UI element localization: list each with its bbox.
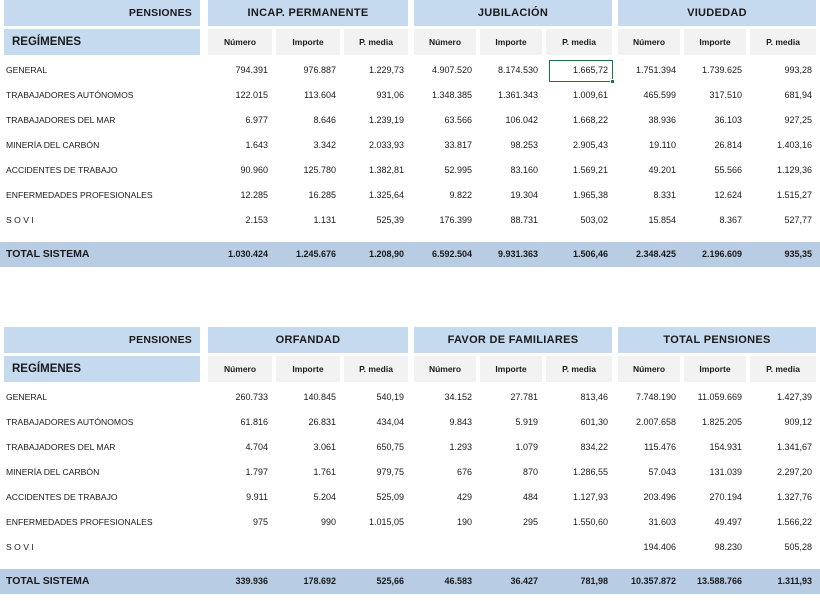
table1-column-header-row	[0, 29, 820, 55]
table-row[interactable]	[0, 485, 820, 510]
table1-group-2-label: VIUDEDAD	[687, 7, 747, 19]
table-row[interactable]	[0, 208, 820, 233]
table2-body	[0, 385, 820, 560]
row-label: ENFERMEDADES PROFESIONALES	[6, 517, 153, 527]
table2-col-0-pmedia	[344, 356, 408, 382]
table1-group-header-row	[0, 0, 820, 26]
data-cell[interactable]: 98.253	[510, 140, 538, 150]
data-cell[interactable]: 57.043	[648, 467, 676, 477]
table1-group-0	[208, 0, 408, 26]
data-cell[interactable]: 2.297,20	[776, 467, 812, 477]
col-label: P. media	[359, 364, 393, 374]
data-cell[interactable]: 931,06	[376, 90, 404, 100]
data-cell[interactable]: 465.599	[643, 90, 676, 100]
data-cell[interactable]: 19.110	[649, 140, 676, 150]
table2-col-2-importe	[684, 356, 746, 382]
pensions-table-1	[0, 0, 820, 260]
data-cell[interactable]: 1.129,36	[776, 165, 812, 175]
row-label: TRABAJADORES DEL MAR	[6, 442, 116, 452]
data-cell[interactable]: 484	[522, 492, 538, 502]
table2-pensiones-caption	[4, 327, 200, 353]
data-cell[interactable]: 503,02	[580, 215, 608, 225]
data-cell[interactable]: 63.566	[444, 115, 472, 125]
data-cell[interactable]: 1.751.394	[635, 65, 676, 75]
table2-col-1-pmedia	[546, 356, 612, 382]
row-label: GENERAL	[6, 65, 48, 75]
table-row[interactable]	[0, 510, 820, 535]
total-cell[interactable]: 36.427	[510, 576, 538, 586]
total-cell[interactable]: 178.692	[303, 576, 336, 586]
table-row[interactable]	[0, 385, 820, 410]
table-row[interactable]	[0, 410, 820, 435]
row-label: S O V I	[6, 215, 34, 225]
data-cell[interactable]: 7.748.190	[635, 392, 676, 402]
total-cell[interactable]: 6.592.504	[431, 249, 472, 259]
table1-group-2	[618, 0, 816, 26]
data-cell[interactable]: 90.960	[240, 165, 268, 175]
data-cell[interactable]: 993,28	[784, 65, 812, 75]
data-cell[interactable]: 49.497	[714, 517, 742, 527]
data-cell[interactable]: 1.665,72	[572, 65, 608, 75]
data-cell[interactable]: 1.739.625	[701, 65, 742, 75]
table1-regimenes-caption	[4, 29, 200, 55]
table2-group-2-label: TOTAL PENSIONES	[663, 334, 771, 346]
data-cell[interactable]: 140.845	[303, 392, 336, 402]
col-label: Importe	[292, 37, 324, 47]
data-cell[interactable]: 5.204	[313, 492, 336, 502]
data-cell[interactable]: 1.348.385	[431, 90, 472, 100]
col-label: Importe	[699, 37, 731, 47]
table1-regimenes-label: REGÍMENES	[12, 36, 82, 48]
data-cell[interactable]: 1.965,38	[572, 190, 608, 200]
row-label: S O V I	[6, 542, 34, 552]
data-cell[interactable]: 113.604	[304, 90, 336, 100]
total-cell[interactable]: 339.936	[235, 576, 268, 586]
row-label: ENFERMEDADES PROFESIONALES	[6, 190, 153, 200]
total-cell[interactable]: 13.588.766	[696, 576, 742, 586]
table2-col-2-numero	[618, 356, 680, 382]
data-cell[interactable]: 990	[320, 517, 336, 527]
data-cell[interactable]: 909,12	[784, 417, 812, 427]
data-cell[interactable]: 19.304	[510, 190, 538, 200]
table1-col-0-importe	[276, 29, 340, 55]
data-cell[interactable]: 975	[252, 517, 268, 527]
data-cell[interactable]: 1.327,76	[776, 492, 812, 502]
data-cell[interactable]: 8.646	[313, 115, 336, 125]
data-cell[interactable]: 9.911	[246, 492, 268, 502]
table2-group-0-label: ORFANDAD	[275, 334, 341, 346]
data-cell[interactable]: 976.887	[303, 65, 336, 75]
data-cell[interactable]: 33.817	[444, 140, 472, 150]
data-cell[interactable]: 11.059.669	[697, 392, 742, 402]
table2-col-1-numero	[414, 356, 476, 382]
data-cell[interactable]: 15.854	[648, 215, 676, 225]
total-cell[interactable]: 1.245.676	[295, 249, 336, 259]
total-cell[interactable]: 9.931.363	[497, 249, 538, 259]
data-cell[interactable]: 36.103	[714, 115, 742, 125]
table-row[interactable]	[0, 108, 820, 133]
table2-col-0-numero	[208, 356, 272, 382]
data-cell[interactable]: 115.476	[644, 442, 676, 452]
table-row[interactable]	[0, 83, 820, 108]
data-cell[interactable]: 1.127,93	[572, 492, 608, 502]
data-cell[interactable]: 295	[522, 517, 538, 527]
table-row[interactable]	[0, 435, 820, 460]
data-cell[interactable]: 1.515,27	[776, 190, 812, 200]
table2-group-1-label: FAVOR DE FAMILIARES	[447, 334, 579, 346]
total-cell[interactable]: 1.030.424	[227, 249, 268, 259]
data-cell[interactable]: 1.293	[449, 442, 472, 452]
table2-group-1	[414, 327, 612, 353]
data-cell[interactable]: 270.194	[709, 492, 742, 502]
table2-group-0	[208, 327, 408, 353]
data-cell[interactable]: 979,75	[376, 467, 404, 477]
data-cell[interactable]: 106.042	[505, 115, 538, 125]
total-cell[interactable]: 10.357.872	[630, 576, 676, 586]
table1-col-1-importe	[480, 29, 542, 55]
data-cell[interactable]: 676	[456, 467, 472, 477]
total-row-label: TOTAL SISTEMA	[6, 248, 90, 260]
data-cell[interactable]: 34.152	[444, 392, 472, 402]
data-cell[interactable]: 1.009,61	[572, 90, 608, 100]
table-row[interactable]	[0, 535, 820, 560]
data-cell[interactable]: 12.285	[240, 190, 268, 200]
row-label: TRABAJADORES AUTÓNOMOS	[6, 417, 134, 427]
data-cell[interactable]: 1.079	[515, 442, 538, 452]
data-cell[interactable]: 1.325,64	[368, 190, 404, 200]
table2-regimenes-label: REGÍMENES	[12, 363, 82, 375]
data-cell[interactable]: 190	[456, 517, 472, 527]
table1-group-1	[414, 0, 612, 26]
table1-group-0-label: INCAP. PERMANENTE	[247, 7, 369, 19]
data-cell[interactable]: 27.781	[510, 392, 538, 402]
row-label: MINERÍA DEL CARBÓN	[6, 140, 100, 150]
table1-col-1-pmedia	[546, 29, 612, 55]
table2-group-header-row	[0, 327, 820, 353]
data-cell[interactable]: 52.995	[444, 165, 472, 175]
data-cell[interactable]: 429	[456, 492, 472, 502]
data-cell[interactable]: 83.160	[510, 165, 538, 175]
pensions-table-2	[0, 327, 820, 587]
total-cell[interactable]: 935,35	[784, 249, 812, 259]
data-cell[interactable]: 4.907.520	[431, 65, 472, 75]
data-cell[interactable]: 5.919	[515, 417, 538, 427]
col-label: P. media	[766, 37, 800, 47]
data-cell[interactable]: 49.201	[648, 165, 676, 175]
total-cell[interactable]: 781,98	[580, 576, 608, 586]
data-cell[interactable]: 8.331	[653, 190, 676, 200]
col-label: Número	[223, 364, 257, 374]
data-cell[interactable]: 1.566,22	[776, 517, 812, 527]
col-label: P. media	[359, 37, 393, 47]
data-cell[interactable]: 8.174.530	[497, 65, 538, 75]
data-cell[interactable]: 813,46	[580, 392, 608, 402]
data-cell[interactable]: 260.733	[235, 392, 268, 402]
table1-col-2-importe	[684, 29, 746, 55]
table1-col-0-pmedia	[344, 29, 408, 55]
col-label: P. media	[766, 364, 800, 374]
data-cell[interactable]: 1.015,05	[368, 517, 404, 527]
total-cell[interactable]: 1.311,93	[777, 576, 812, 586]
col-label: Número	[632, 364, 666, 374]
data-cell[interactable]: 4.704	[245, 442, 268, 452]
col-label: Importe	[292, 364, 324, 374]
data-cell[interactable]: 154.931	[709, 442, 742, 452]
data-cell[interactable]: 2.007.658	[635, 417, 676, 427]
data-cell[interactable]: 6.977	[245, 115, 268, 125]
table1-pensiones-label: PENSIONES	[128, 7, 192, 19]
col-label: P. media	[562, 37, 596, 47]
table2-col-1-importe	[480, 356, 542, 382]
data-cell[interactable]: 31.603	[648, 517, 676, 527]
data-cell[interactable]: 203.496	[643, 492, 676, 502]
table1-pensiones-caption	[4, 0, 200, 26]
data-cell[interactable]: 1.239,19	[368, 115, 404, 125]
table2-col-0-importe	[276, 356, 340, 382]
table1-col-0-numero	[208, 29, 272, 55]
row-label: ACCIDENTES DE TRABAJO	[6, 492, 118, 502]
data-cell[interactable]: 131.039	[709, 467, 742, 477]
data-cell[interactable]: 1.403,16	[776, 140, 812, 150]
table2-column-header-row	[0, 356, 820, 382]
total-cell[interactable]: 2.348.425	[635, 249, 676, 259]
total-cell[interactable]: 525,66	[376, 576, 404, 586]
data-cell[interactable]: 2.153	[245, 215, 268, 225]
table2-col-2-pmedia	[750, 356, 816, 382]
data-cell[interactable]: 1.341,67	[776, 442, 812, 452]
table2-total-row	[0, 569, 820, 594]
table-row[interactable]	[0, 58, 820, 83]
data-cell[interactable]: 125.780	[303, 165, 336, 175]
table-row[interactable]	[0, 158, 820, 183]
col-label: Importe	[699, 364, 731, 374]
table2-pensiones-label: PENSIONES	[128, 334, 192, 346]
data-cell[interactable]: 1.286,55	[572, 467, 608, 477]
col-label: Importe	[495, 364, 527, 374]
data-cell[interactable]: 176.399	[439, 215, 472, 225]
data-cell[interactable]: 870	[522, 467, 538, 477]
data-cell[interactable]: 38.936	[648, 115, 676, 125]
data-cell[interactable]: 12.624	[714, 190, 742, 200]
data-cell[interactable]: 16.285	[308, 190, 336, 200]
data-cell[interactable]: 1.668,22	[572, 115, 608, 125]
data-cell[interactable]: 525,39	[376, 215, 404, 225]
data-cell[interactable]: 681,94	[784, 90, 812, 100]
data-cell[interactable]: 834,22	[580, 442, 608, 452]
total-row-label: TOTAL SISTEMA	[6, 575, 90, 587]
data-cell[interactable]: 26.814	[714, 140, 742, 150]
table2-regimenes-caption	[4, 356, 200, 382]
col-label: Número	[428, 37, 462, 47]
col-label: P. media	[562, 364, 596, 374]
data-cell[interactable]: 1.797	[245, 467, 268, 477]
table1-body	[0, 58, 820, 233]
data-cell[interactable]: 9.843	[449, 417, 472, 427]
data-cell[interactable]: 1.131	[313, 215, 336, 225]
data-cell[interactable]: 1.569,21	[572, 165, 608, 175]
row-label: MINERÍA DEL CARBÓN	[6, 467, 100, 477]
row-label: GENERAL	[6, 392, 48, 402]
data-cell[interactable]: 525,09	[376, 492, 404, 502]
table1-col-2-pmedia	[750, 29, 816, 55]
data-cell[interactable]: 122.015	[235, 90, 268, 100]
total-cell[interactable]: 1.506,46	[572, 249, 608, 259]
data-cell[interactable]: 55.566	[714, 165, 742, 175]
table-row[interactable]	[0, 133, 820, 158]
data-cell[interactable]: 1.825.205	[701, 417, 742, 427]
data-cell[interactable]: 3.061	[313, 442, 336, 452]
data-cell[interactable]: 194.406	[643, 542, 676, 552]
data-cell[interactable]: 540,19	[376, 392, 404, 402]
table1-col-2-numero	[618, 29, 680, 55]
data-cell[interactable]: 794.391	[235, 65, 268, 75]
col-label: Número	[428, 364, 462, 374]
table1-total-row	[0, 242, 820, 267]
data-cell[interactable]: 3.342	[313, 140, 336, 150]
data-cell[interactable]: 9.822	[449, 190, 472, 200]
data-cell[interactable]: 527,77	[784, 215, 812, 225]
data-cell[interactable]: 26.831	[308, 417, 336, 427]
total-cell[interactable]: 1.208,90	[368, 249, 404, 259]
data-cell[interactable]: 1.427,39	[776, 392, 812, 402]
data-cell[interactable]: 1.643	[245, 140, 268, 150]
data-cell[interactable]: 1.361.343	[497, 90, 538, 100]
total-cell[interactable]: 2.196.609	[701, 249, 742, 259]
data-cell[interactable]: 434,04	[376, 417, 404, 427]
row-label: TRABAJADORES DEL MAR	[6, 115, 116, 125]
data-cell[interactable]: 317.510	[709, 90, 742, 100]
table-row[interactable]	[0, 460, 820, 485]
data-cell[interactable]: 927,25	[784, 115, 812, 125]
data-cell[interactable]: 1.550,60	[572, 517, 608, 527]
data-cell[interactable]: 61.816	[240, 417, 268, 427]
table1-group-1-label: JUBILACIÓN	[477, 7, 549, 19]
data-cell[interactable]: 505,28	[784, 542, 812, 552]
data-cell[interactable]: 650,75	[376, 442, 404, 452]
col-label: Importe	[495, 37, 527, 47]
row-label: ACCIDENTES DE TRABAJO	[6, 165, 118, 175]
data-cell[interactable]: 1.382,81	[368, 165, 404, 175]
col-label: Número	[632, 37, 666, 47]
table1-col-1-numero	[414, 29, 476, 55]
data-cell[interactable]: 601,30	[580, 417, 608, 427]
data-cell[interactable]: 8.367	[719, 215, 742, 225]
data-cell[interactable]: 2.033,93	[368, 140, 404, 150]
data-cell[interactable]: 98.230	[714, 542, 742, 552]
table-row[interactable]	[0, 183, 820, 208]
col-label: Número	[223, 37, 257, 47]
data-cell[interactable]: 2.905,43	[572, 140, 608, 150]
data-cell[interactable]: 1.229,73	[368, 65, 404, 75]
row-label: TRABAJADORES AUTÓNOMOS	[6, 90, 134, 100]
total-cell[interactable]: 46.583	[444, 576, 472, 586]
data-cell[interactable]: 88.731	[510, 215, 538, 225]
table2-group-2	[618, 327, 816, 353]
data-cell[interactable]: 1.761	[313, 467, 336, 477]
